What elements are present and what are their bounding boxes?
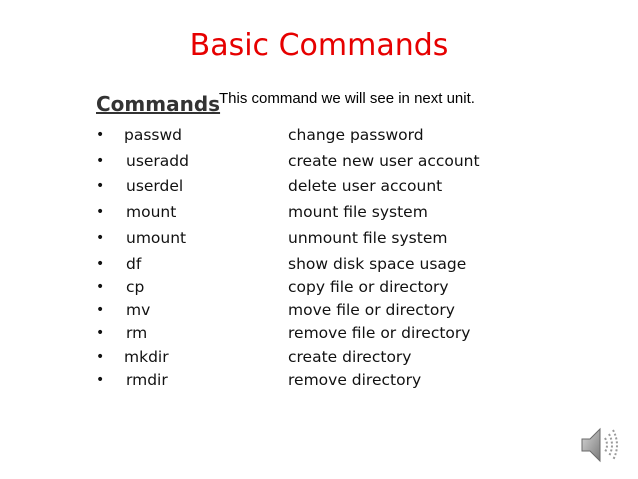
command-description: show disk space usage	[288, 255, 467, 273]
bullet: •	[96, 204, 105, 220]
command-name: rm	[126, 324, 148, 342]
list-item	[96, 347, 516, 367]
command-description: create new user account	[288, 152, 480, 170]
commands-heading: Commands	[96, 92, 221, 116]
list-item	[96, 202, 516, 222]
speaker-icon[interactable]	[580, 424, 620, 466]
list-item	[96, 370, 516, 390]
command-description: unmount file system	[288, 229, 448, 247]
list-item	[96, 228, 516, 248]
list-item	[96, 277, 516, 297]
list-item	[96, 125, 516, 145]
bullet: •	[96, 349, 105, 365]
annotation-note: This command we will see in next unit.	[219, 90, 475, 107]
command-name: mv	[126, 301, 151, 319]
command-description: move file or directory	[288, 301, 455, 319]
bullet: •	[96, 153, 105, 169]
bullet: •	[96, 302, 105, 318]
bullet: •	[96, 127, 105, 143]
bullet: •	[96, 178, 105, 194]
bullet: •	[96, 279, 105, 295]
bullet: •	[96, 372, 105, 388]
command-name: userdel	[126, 177, 184, 195]
command-description: create directory	[288, 348, 412, 366]
command-name: rmdir	[126, 371, 168, 389]
command-description: remove directory	[288, 371, 422, 389]
command-description: remove file or directory	[288, 324, 471, 342]
command-description: copy file or directory	[288, 278, 449, 296]
command-name: mkdir	[124, 348, 169, 366]
command-name: passwd	[124, 126, 183, 144]
bullet: •	[96, 256, 105, 272]
list-item	[96, 323, 516, 343]
command-name: mount	[126, 203, 177, 221]
bullet: •	[96, 230, 105, 246]
list-item	[96, 151, 516, 171]
command-name: umount	[126, 229, 187, 247]
list-item	[96, 176, 516, 196]
page-title: Basic Commands	[189, 28, 449, 63]
list-item	[96, 300, 516, 320]
command-name: useradd	[126, 152, 189, 170]
bullet: •	[96, 325, 105, 341]
command-name: df	[126, 255, 142, 273]
command-name: cp	[126, 278, 145, 296]
command-description: delete user account	[288, 177, 443, 195]
command-description: mount file system	[288, 203, 428, 221]
list-item	[96, 254, 516, 274]
command-description: change password	[288, 126, 424, 144]
